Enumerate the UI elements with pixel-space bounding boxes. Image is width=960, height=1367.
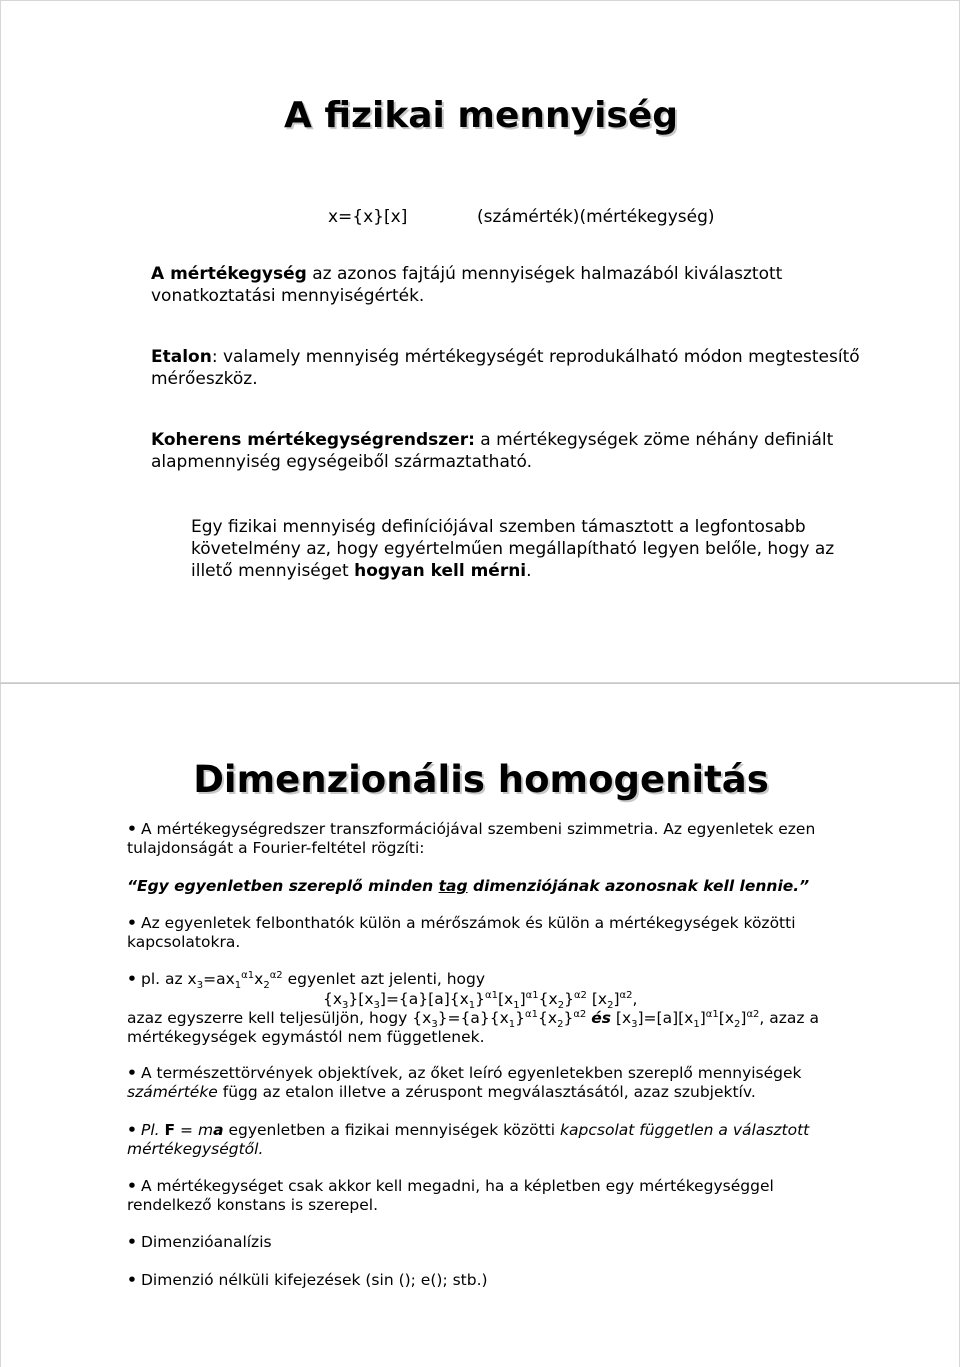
emphasis-text: számértéke bbox=[127, 1083, 218, 1101]
list-item-text: függ az etalon illetve a zéruspont megválasztásától, azaz szubjektív. bbox=[217, 1083, 756, 1101]
example-text: pl. az x bbox=[141, 970, 197, 988]
list-item-text: Dimenzióanalízis bbox=[141, 1233, 272, 1251]
paragraph-end: . bbox=[526, 561, 532, 581]
definition-text: a mértékegységek zöme néhány definiált alapmennyiség egységeiből származtatható. bbox=[151, 430, 834, 472]
formula-decomposition: $\{x_3\}[x_3]=\{a\}[a]\{x_1\}^{\alpha 1}[x_1]^{\alpha 1}\{x_2\}^{\alpha 2}$ $[x_2]^{\alpha 2}$, bbox=[323, 989, 638, 1012]
slide-title: A fizikai mennyiség bbox=[283, 95, 679, 136]
list-item bbox=[127, 1121, 847, 1159]
term-mertekegyseg: A mértékegység bbox=[151, 264, 307, 284]
list-item-text: Az egyenletek felbonthatók külön a mérőszámok és külön a mértékegységek közötti kapcsolatokra. bbox=[127, 914, 796, 951]
bullet-icon: • bbox=[127, 1271, 137, 1289]
symbol-a: a bbox=[213, 1121, 224, 1139]
example-text: , azaz a bbox=[759, 1009, 819, 1027]
paragraph-text: Egy fizikai mennyiség definíciójával szemben támasztott a legfontosabb követelmény az, hogy egyértelműen megállapítható legyen belőle, hogy az illető mennyiséget bbox=[191, 517, 835, 581]
list-item-text: egyenletben a fizikai mennyiségek közötti bbox=[223, 1121, 561, 1139]
quote-text: Egy egyenletben szereplő minden bbox=[136, 877, 439, 895]
formula: x={x}[x] bbox=[328, 207, 408, 227]
slide-dimenzionalis-homogenitas bbox=[0, 684, 960, 1367]
list-item bbox=[127, 1233, 847, 1252]
bullet-icon: • bbox=[127, 970, 137, 988]
definition-koherens bbox=[151, 429, 871, 473]
list-item-text: A mértékegységet csak akkor kell megadni, ha a képletben egy mértékegységgel rendelkező konstans is szerepel. bbox=[127, 1177, 774, 1214]
bullet-icon: • bbox=[127, 1121, 137, 1139]
quote-open-icon: “ bbox=[127, 877, 137, 895]
definition-text: az azonos fajtájú mennyiségek halmazából kiválasztott vonatkoztatási mennyiségérték. bbox=[151, 264, 783, 306]
list-item bbox=[127, 820, 847, 858]
quote bbox=[127, 876, 847, 895]
bullet-icon: • bbox=[127, 914, 137, 932]
requirement-paragraph bbox=[191, 516, 871, 582]
slide-fizikai-mennyiseg bbox=[0, 0, 960, 683]
bullet-icon: • bbox=[127, 1177, 137, 1195]
list-item bbox=[127, 1064, 847, 1102]
list-item-text: A természettörvények objektívek, az őket leíró egyenletekben szereplő mennyiségek bbox=[141, 1064, 802, 1082]
bullet-icon: • bbox=[127, 1233, 137, 1251]
definition-etalon bbox=[151, 346, 871, 390]
term-etalon: Etalon bbox=[151, 347, 212, 367]
list-item-text: Dimenzió nélküli kifejezések (sin (); e(); stb.) bbox=[141, 1271, 488, 1289]
example-text: azaz egyszerre kell teljesüljön, hogy bbox=[127, 1009, 408, 1027]
formula-conditions: azaz egyszerre kell teljesüljön, hogy $\{x_3\}=\{a\}\{x_1\}^{\alpha 1}\{x_2\}^{\alpha 2}$ és $[x_3]=[a][x_1]^{\alpha 1}[x_2]^{\alpha 2}$, azaz a bbox=[127, 1008, 819, 1031]
formula-description: (számérték)(mértékegység) bbox=[477, 207, 715, 227]
list-item bbox=[127, 914, 847, 952]
quote-underlined-word: tag bbox=[438, 877, 468, 895]
bullet-icon: • bbox=[127, 1064, 137, 1082]
definition-mertekegyseg bbox=[151, 263, 871, 307]
symbol-F: F bbox=[164, 1121, 176, 1139]
bullet-icon: • bbox=[127, 820, 137, 838]
definition-text: : valamely mennyiség mértékegységét reprodukálható módon megtestesítő mérőeszköz. bbox=[151, 347, 860, 389]
slide-title: Dimenzionális homogenitás bbox=[193, 758, 769, 801]
list-item-text: A mértékegységredszer transzformációjával szembeni szimmetria. Az egyenletek ezen tulajdonságát a Fourier-feltétel rögzíti: bbox=[127, 820, 816, 857]
example-text: egyenlet azt jelenti, hogy bbox=[287, 970, 486, 988]
emphasis-text: és bbox=[591, 1009, 611, 1027]
emphasis-text: hogyan kell mérni bbox=[354, 561, 527, 581]
list-item bbox=[127, 1271, 847, 1290]
quote-close-icon: ” bbox=[799, 877, 810, 895]
list-item-example: • pl. az $x_3=ax_1^{\alpha 1}x_2^{\alpha 2}$ egyenlet azt jelenti, hogy bbox=[127, 969, 486, 992]
term-koherens: Koherens mértékegységrendszer: bbox=[151, 430, 475, 450]
example-text: = m bbox=[175, 1121, 214, 1139]
example-conclusion: mértékegységek egymástól nem függetlenek. bbox=[127, 1028, 485, 1046]
quote-text: dimenziójának azonosnak kell lennie. bbox=[467, 877, 800, 895]
emphasis-text: kapcsolat független a választott mértékegységtől. bbox=[127, 1121, 810, 1158]
list-item bbox=[127, 1177, 847, 1215]
example-text: Pl. bbox=[141, 1121, 165, 1139]
